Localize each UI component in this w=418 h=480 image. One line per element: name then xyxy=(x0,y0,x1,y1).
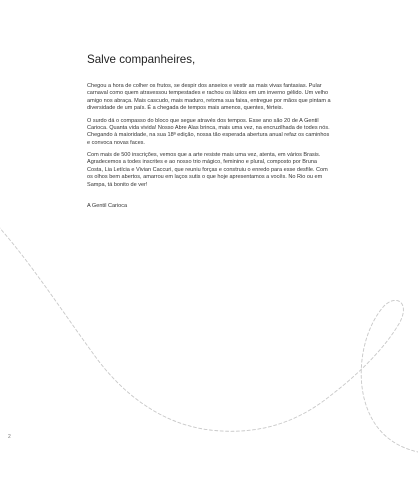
salutation-heading: Salve companheires, xyxy=(87,53,196,66)
letter-body xyxy=(87,53,332,210)
letter-paragraph-3: Com mais de 500 inscrições, vemos que a arte resiste mais uma vez, atenta, em vários Brasis. Agradecemos a todes inscrites e ao nosso trio mágico, feminino e plural, composto por Bruna Costa, Lia Letícia e Vivian Caccuri, que reuniu forças e construiu o enredo para esse desfile. Com os olhos bem abertos, amarrou em laços sutis o que hoje apresentamos a vocês. No Rio ou em Sampa, tá bonito de ver! xyxy=(87,152,328,188)
dashed-curve xyxy=(0,226,418,452)
letter-paragraph-2: O surdo dá o compasso do bloco que segue através dos tempos. Esse ano são 20 de A Gentil Carioca. Quanta vida vivida! Nosso Abre Alas brinca, mais uma vez, na encruzilhada de todes nós. Chegando à maioridade, na sua 18ª edição, nossa tão esperada abertura anual refaz os caminhos e convoca novas faces. xyxy=(87,117,330,146)
letter-paragraph-1: Chegou a hora de colher os frutos, se despir dos anseios e vestir as mais vivas fantasias. Pular carnaval como quem atravessou tempestades e rachou os lábios em um inverno gélido. Um velho amigo nos abraça. Mais cascudo, mais maduro, retoma sua faixa, entregue por mãos que pintam a diversidade de um país. É a chegada de tempos mais amenos, quentes, férteis. xyxy=(87,83,331,112)
page-number: 2 xyxy=(8,434,11,440)
signature: A Gentil Carioca xyxy=(87,202,128,209)
